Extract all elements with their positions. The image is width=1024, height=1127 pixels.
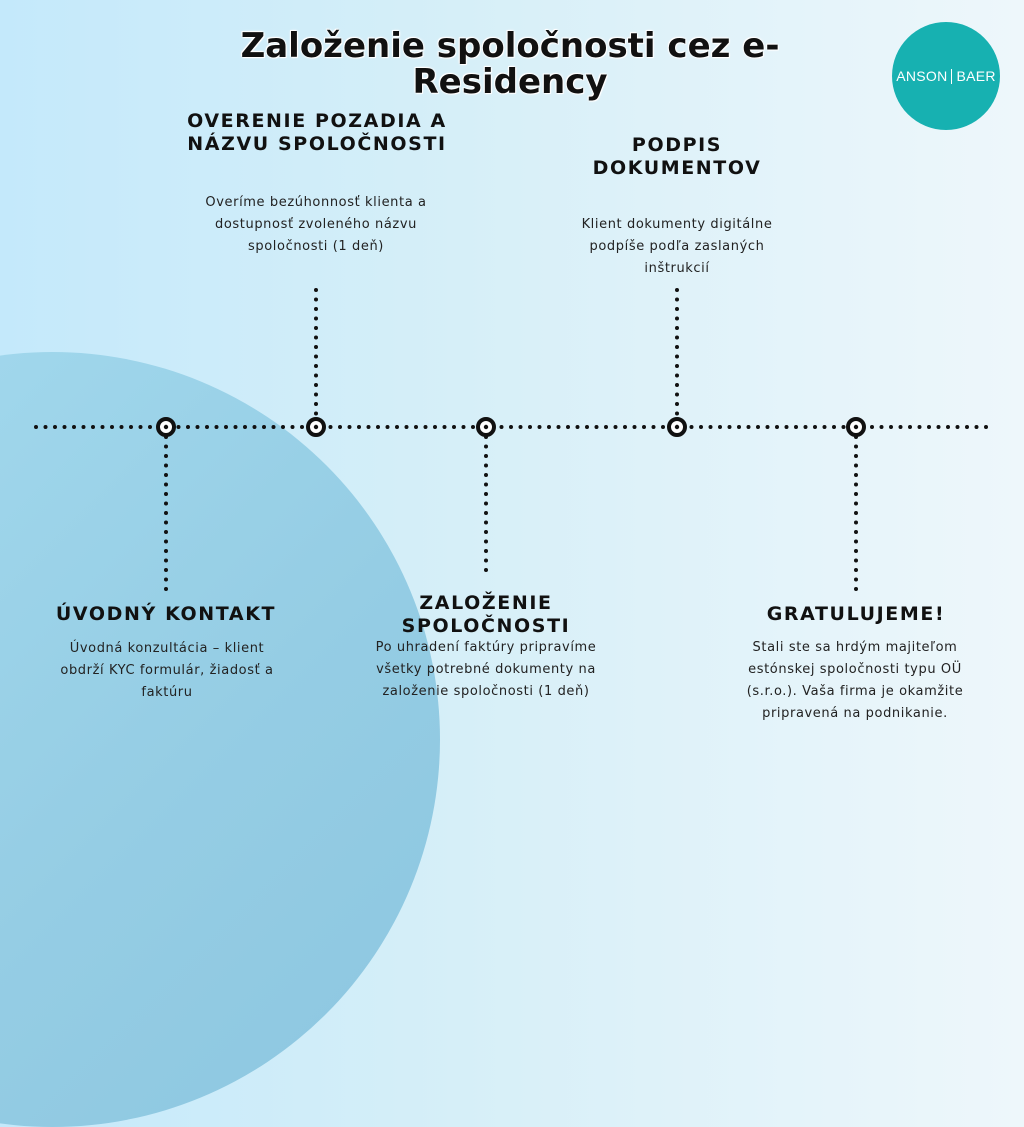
step-3-heading: ZALOŽENIE SPOLOČNOSTI bbox=[401, 592, 571, 637]
timeline-node-1 bbox=[158, 419, 174, 435]
timeline-node-4 bbox=[669, 419, 685, 435]
logo-left-text: ANSON bbox=[896, 68, 948, 84]
timeline-node-2 bbox=[308, 419, 324, 435]
step-4-heading: PODPIS DOKUMENTOV bbox=[592, 134, 762, 179]
timeline-node-3 bbox=[478, 419, 494, 435]
step-2-description: Overíme bezúhonnosť klienta a dostupnosť zvoleného názvu spoločnosti (1 deň) bbox=[205, 195, 427, 254]
step-5-heading: GRATULUJEME! bbox=[766, 603, 946, 625]
page-title: Založenie spoločnosti cez e-Residency bbox=[240, 26, 780, 102]
logo-right-text: BAER bbox=[956, 68, 996, 84]
step-3-description: Po uhradení faktúry pripravíme všetky potrebné dokumenty na založenie spoločnosti (1 deň) bbox=[375, 640, 597, 699]
timeline-node-5 bbox=[848, 419, 864, 435]
step-2-heading: OVERENIE POZADIA A NÁZVU SPOLOČNOSTI bbox=[187, 110, 447, 155]
step-5-description: Stali ste sa hrdým majiteľom estónskej spoločnosti typu OÜ (s.r.o.). Vaša firma je okamžite pripravená na podnikanie. bbox=[746, 640, 964, 721]
step-1-description: Úvodná konzultácia – klient obdrží KYC formulár, žiadosť a faktúru bbox=[60, 641, 274, 700]
step-1-heading: ÚVODNÝ KONTAKT bbox=[55, 603, 277, 625]
step-4-description: Klient dokumenty digitálne podpíše podľa zaslaných inštrukcií bbox=[581, 217, 773, 276]
